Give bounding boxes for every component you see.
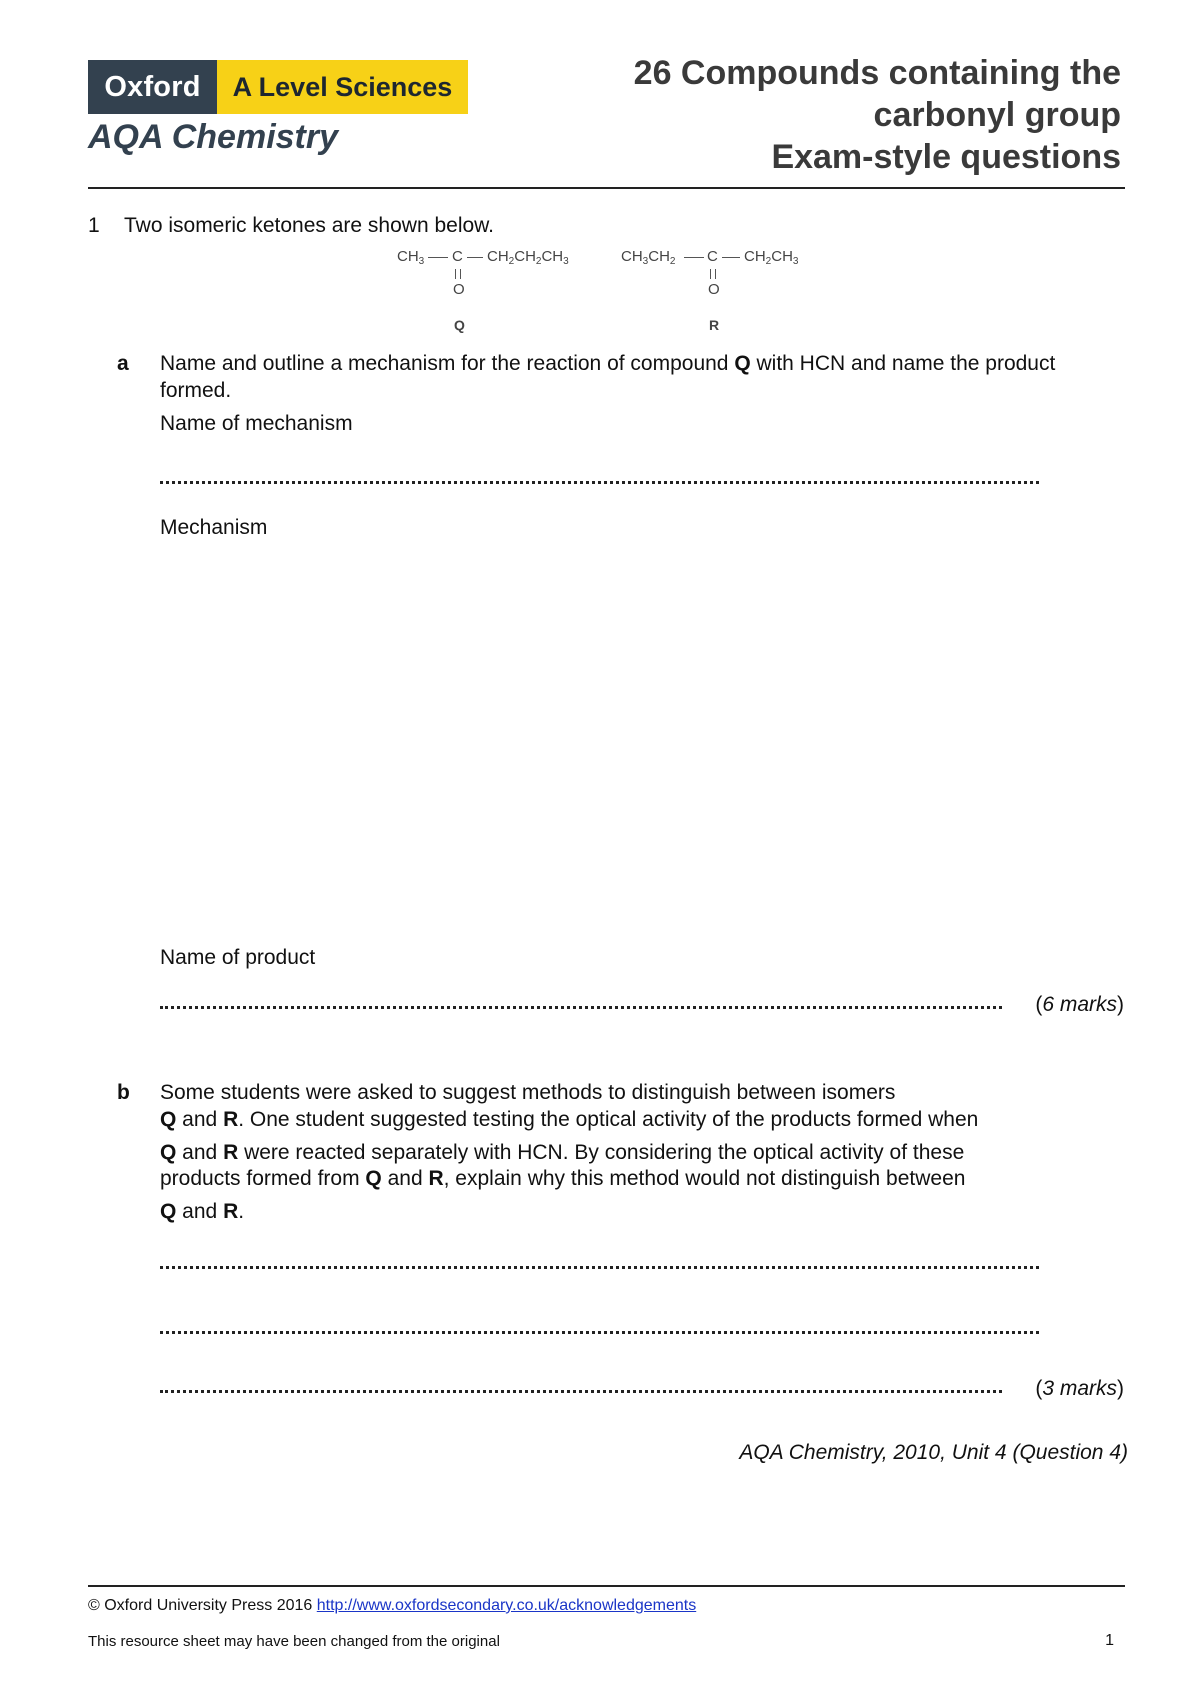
part-b-line-3: Q and R were reacted separately with HCN. By considering the optical activity of these [160, 1141, 965, 1164]
part-b-marks: (3 marks) [1035, 1377, 1124, 1400]
acknowledgements-link[interactable]: http://www.oxfordsecondary.co.uk/acknowledgements [316, 1597, 697, 1614]
product-label: Name of product [160, 946, 316, 969]
structure-r-label: R [709, 317, 720, 333]
mechanism-label: Mechanism [160, 516, 268, 539]
structure-r-right-group: $CH_2CH_3$ [744, 248, 799, 267]
structure-r-bond-right [722, 257, 740, 258]
mechanism-answer-space[interactable] [160, 550, 1090, 930]
structure-r-left-group: $CH_3CH_2$ [621, 248, 676, 267]
part-a-marks: (6 marks) [1035, 993, 1124, 1016]
subject-heading: AQA Chemistry [88, 118, 339, 156]
footer-copyright: © Oxford University Press 2016 http://www.oxfordsecondary.co.uk/acknowledgements [88, 1597, 697, 1614]
structure-q-label: Q [454, 317, 465, 333]
part-a-question: Name and outline a mechanism for the reaction of compound Q with HCN and name the product formed. [160, 352, 1056, 402]
answer-line-b-1[interactable] [160, 1266, 1039, 1269]
part-b-line-4: products formed from Q and R, explain why this method would not distinguish between [160, 1167, 966, 1190]
footer-divider [88, 1585, 1125, 1587]
title-line-3: Exam-style questions [771, 138, 1121, 176]
page-number: 1 [1105, 1632, 1114, 1649]
part-b-line-5: Q and R. [160, 1200, 245, 1223]
part-b-letter: b [117, 1081, 130, 1104]
part-b-line-1: Some students were asked to suggest methods to distinguish between isomers [160, 1081, 896, 1104]
part-b-line-2: Q and R. One student suggested testing the optical activity of the products formed when [160, 1108, 979, 1131]
ketone-structures [395, 246, 835, 336]
structure-q-left-group: $CH_3$ [397, 248, 425, 267]
structure-r-double-bond [710, 269, 716, 279]
mechanism-name-label: Name of mechanism [160, 412, 353, 435]
structure-r-oxygen: O [708, 281, 720, 298]
answer-line-product[interactable] [160, 1006, 1002, 1009]
structure-r-carbon: C [707, 248, 718, 265]
structure-q-oxygen: O [453, 281, 465, 298]
question-source: AQA Chemistry, 2010, Unit 4 (Question 4) [739, 1441, 1128, 1464]
part-a-letter: a [117, 352, 129, 375]
title-line-1: 26 Compounds containing the [633, 54, 1121, 92]
oxford-logo: Oxford [88, 60, 217, 114]
question-number: 1 [88, 214, 100, 237]
structure-q-carbon: C [452, 248, 463, 265]
header-divider [88, 187, 1125, 189]
answer-line-mechanism-name[interactable] [160, 481, 1039, 484]
answer-line-b-3[interactable] [160, 1390, 1002, 1393]
structure-r-bond-left [684, 257, 704, 258]
structure-q-right-group: $CH_2CH_2CH_3$ [487, 248, 569, 267]
title-line-2: carbonyl group [873, 96, 1121, 134]
footer-disclaimer: This resource sheet may have been changed from the original [88, 1633, 500, 1650]
structure-q-bond-left [428, 257, 448, 258]
a-level-sciences-logo: A Level Sciences [217, 60, 468, 114]
structure-q-double-bond [455, 269, 461, 279]
question-intro: Two isomeric ketones are shown below. [124, 214, 495, 237]
answer-line-b-2[interactable] [160, 1331, 1039, 1334]
document-title [634, 52, 1121, 178]
structure-q-bond-right [467, 257, 483, 258]
